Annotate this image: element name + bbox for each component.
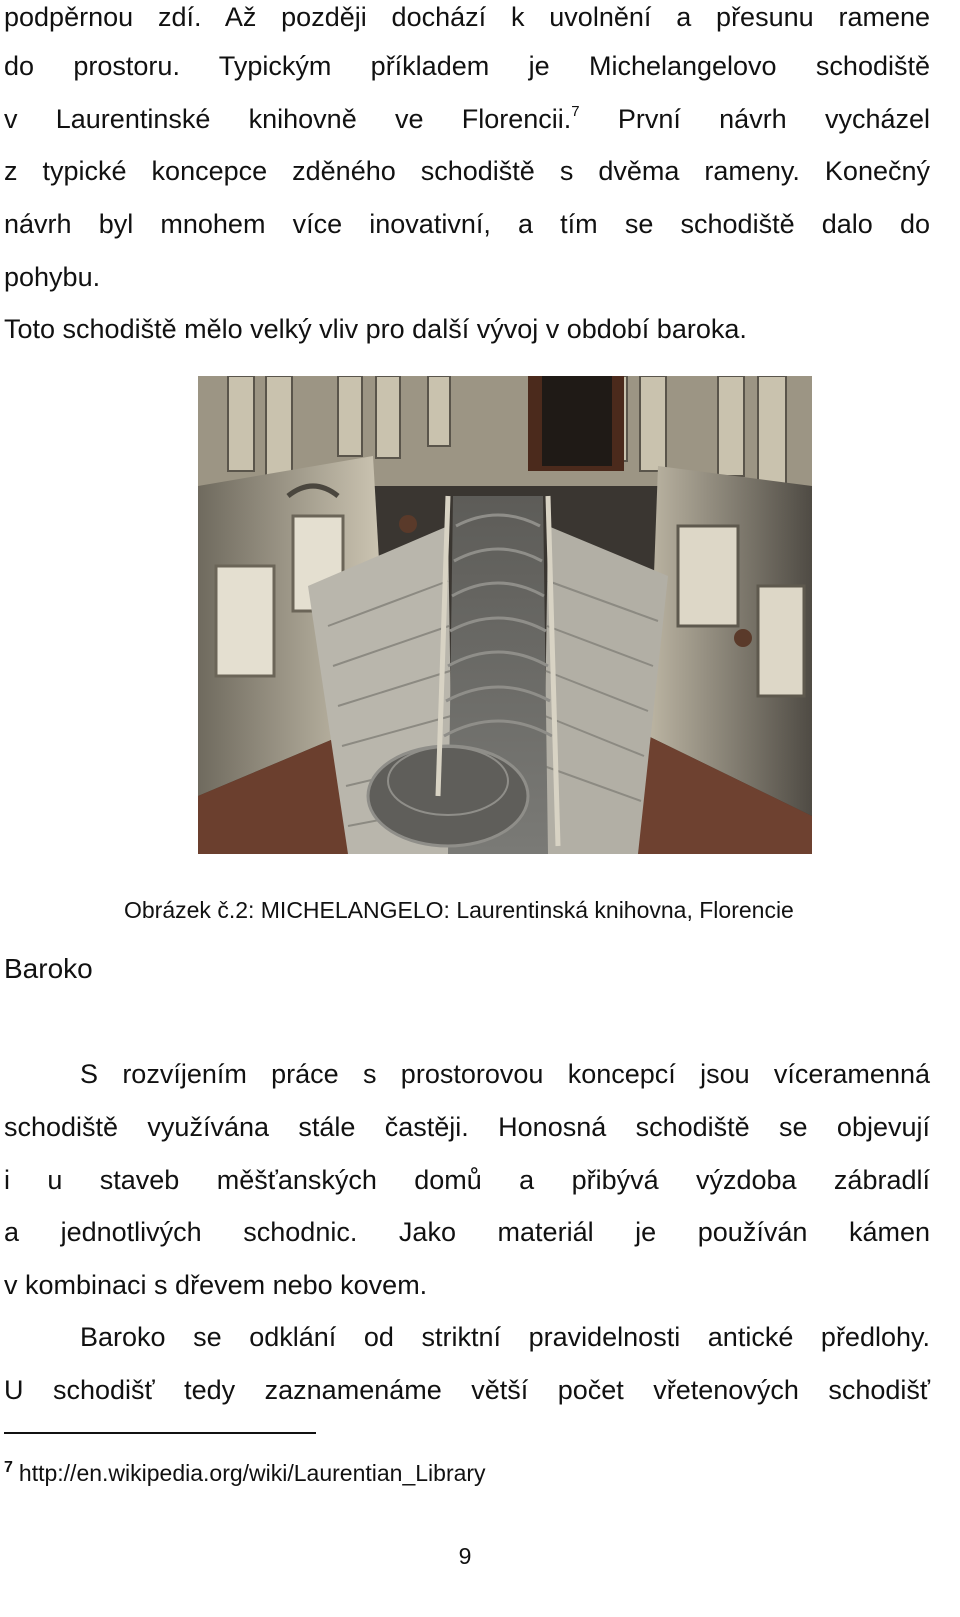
paragraph-line: v kombinaci s dřevem nebo kovem. — [4, 1270, 428, 1300]
page-number: 9 — [458, 1543, 472, 1569]
paragraph-line: Baroko se odklání od striktní pravidelnosti antické předlohy. — [80, 1322, 930, 1352]
paragraph-line: pohybu. — [4, 262, 101, 292]
footnote-reference[interactable]: 7 — [571, 103, 580, 120]
paragraph-line: a jednotlivých schodnic. Jako materiál je používán kámen — [4, 1217, 930, 1247]
staircase-illustration — [198, 376, 812, 854]
paragraph-line: S rozvíjením práce s prostorovou koncepcí jsou víceramenná — [80, 1059, 930, 1089]
paragraph-text: v Laurentinské knihovně ve Florencii. — [4, 104, 572, 134]
section-heading: Baroko — [4, 953, 93, 984]
paragraph-line: podpěrnou zdí. Až později dochází k uvolnění a přesunu ramene — [4, 2, 930, 32]
paragraph-line — [4, 102, 930, 141]
footnote-link[interactable]: http://en.wikipedia.org/wiki/Laurentian_Library — [18, 1460, 486, 1486]
footnote-separator — [4, 1432, 316, 1434]
paragraph-line: do prostoru. Typickým příkladem je Michelangelovo schodiště — [4, 51, 930, 81]
footnote-number: 7 — [4, 1459, 13, 1476]
footnote — [4, 1458, 486, 1492]
paragraph-text: První návrh vycházel — [579, 104, 931, 134]
figure-caption: Obrázek č.2: MICHELANGELO: Laurentinská knihovna, Florencie — [124, 897, 794, 923]
staircase-photo — [198, 376, 812, 854]
paragraph-line: schodiště využívána stále častěji. Honosná schodiště se objevují — [4, 1112, 930, 1142]
paragraph-line: U schodišť tedy zaznamenáme větší počet vřetenových schodišť — [4, 1375, 930, 1405]
paragraph-line: i u staveb měšťanských domů a přibývá výzdoba zábradlí — [4, 1165, 930, 1195]
paragraph-line: z typické koncepce zděného schodiště s dvěma rameny. Konečný — [4, 156, 930, 186]
paragraph-line: Toto schodiště mělo velký vliv pro další vývoj v období baroka. — [4, 314, 747, 344]
paragraph-line: návrh byl mnohem více inovativní, a tím se schodiště dalo do — [4, 209, 930, 239]
